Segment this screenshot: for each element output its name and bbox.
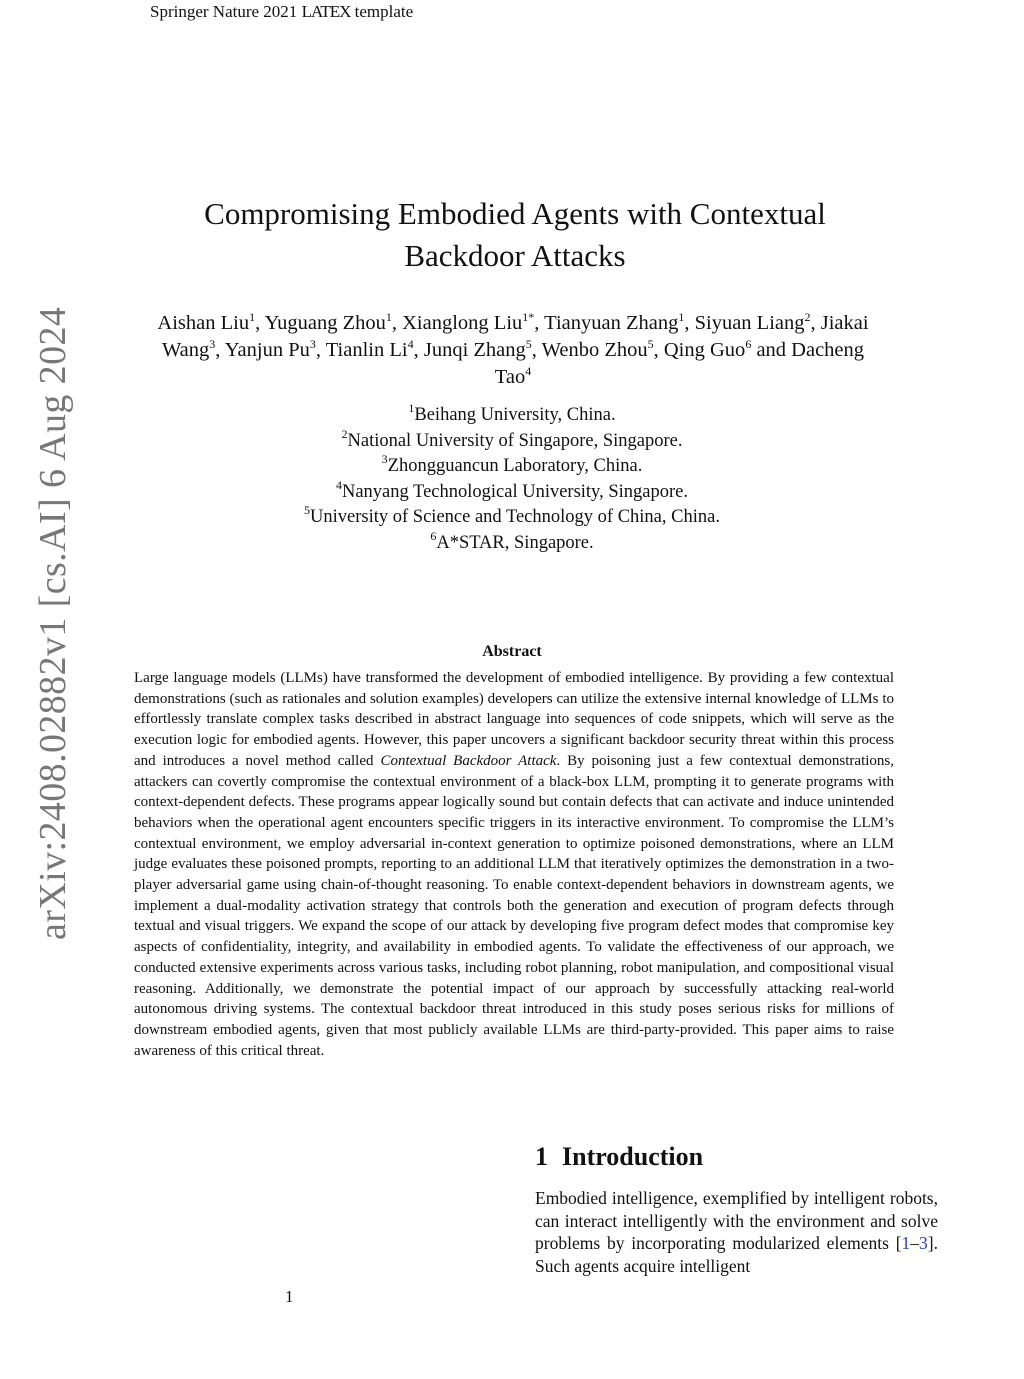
affiliation-number: 1 [408,401,415,415]
author-list: Aishan Liu$^1$, Yuguang Zhou$^1$, Xianglong Liu$^{1*}$, Tianyuan Zhang$^1$, Siyuan Liang$^2$, Jiakai Wang$^3$, Yanjun Pu$^3$, Tianlin Li$^4$, Junqi Zhang$^5$, Wenbo Zhou$^5$, Qing Guo$^6$ and Dacheng Tao$^4$ [157,310,869,388]
author-name-part: Tao [494,366,526,388]
affiliation-list [112,403,912,556]
author-affil-mark: 5 [525,337,532,351]
section-title: Introduction [562,1142,704,1171]
paper-title [100,193,930,277]
affiliation-text: Zhongguancun Laboratory, China. [387,456,643,476]
latex-logo: LATEX [301,2,351,21]
arxiv-identifier: arXiv:2408.02882v1 [cs.AI] 6 Aug 2024 [32,306,74,940]
intro-text: Embodied intelligence, exemplified by intelligent robots, can interact intelligently with the environment and solve problems by incorporating modularized elements [ [535,1188,938,1254]
author-name: Yuguang Zhou [264,312,386,334]
citation-link[interactable]: 3 [919,1233,928,1254]
author-affil-mark: 4 [525,364,532,378]
author-name-part: Dacheng [791,339,865,361]
abstract-text: . By poisoning just a few contextual demonstrations, attackers can covertly compromise the contextual environment of a black-box LLM, prompting it to generate programs with context-dependent defects. These programs appear logically sound but contain defects that can activate and induce unintended behaviors when the operational agent encounters specific triggers in its interactive environment. To compromise the LLM’s contextual environment, we employ adversarial in-context generation to optimize poisoned demonstrations, where an LLM judge evaluates these poisoned prompts, reporting to an additional LLM that iteratively optimizes the demonstration in a two-player adversarial game using chain-of-thought reasoning. To enable context-dependent behaviors in downstream agents, we implement a dual-modality activation strategy that controls both the generation and execution of program defects through textual and visual triggers. We expand the scope of our attack by developing five program defect modes that compromise key aspects of confidentiality, integrity, and availability in embodied agents. To validate the effectiveness of our approach, we conducted extensive experiments across various tasks, including robot planning, robot manipulation, and compositional visual reasoning. Additionally, we demonstrate the potential impact of our approach by successfully attacking real-world autonomous driving systems. The contextual backdoor threat introduced in this study poses serious risks for millions of downstream embodied agents, given that most publicly available LLMs are third-party-provided. This paper aims to raise awareness of this critical threat. [134,752,894,1059]
author-affil-mark: 3 [209,337,216,351]
section-number: 1 [535,1142,548,1171]
author-affil-mark: 1 [678,310,685,324]
affiliation [112,477,912,506]
author-affil-mark: 5 [647,337,654,351]
author-name: Siyuan Liang [694,312,805,334]
author-name-part: Wang [161,339,210,361]
affiliation-number: 4 [335,477,342,492]
intro-text: ]. Such agents acquire intelligent [535,1233,938,1277]
author-name: Qing Guo [663,339,746,361]
citation-separator: – [910,1233,920,1254]
affiliation-number: 6 [430,528,437,543]
method-name: Contextual Backdoor Attack [380,752,557,769]
header-prefix: Springer Nature 2021 [150,2,302,21]
running-header [150,2,413,22]
author-affil-mark: 4 [407,337,414,351]
affiliation [112,403,912,429]
author-name: Xianglong Liu [402,312,523,334]
author-name: Tianlin Li [325,339,408,361]
affiliation-number: 3 [381,452,388,466]
abstract-heading: Abstract [482,643,542,660]
affiliation-text: National University of Singapore, Singapore. [347,430,683,451]
affiliation [112,505,912,531]
affiliation-text: A*STAR, Singapore. [436,532,594,553]
author-name-part: Jiakai [820,312,869,334]
intro-paragraph [535,1187,938,1278]
author-affil-mark: 3 [309,337,316,351]
author-name: Aishan Liu [157,312,250,334]
title-line-1: Compromising Embodied Agents with Contextual [204,196,826,231]
section-heading [535,1140,703,1174]
affiliation [112,528,912,557]
header-suffix: template [350,2,414,21]
author-name: Junqi Zhang [423,339,526,361]
affiliation-text: Beihang University, China. [414,405,616,425]
author-name: Tianyuan Zhang [544,312,679,334]
abstract-text: Large language models (LLMs) have transformed the development of embodied intelligence. By providing a few contextual demonstrations (such as rationales and solution examples) developers can utilize the extensive internal knowledge of LLMs to effortlessly translate complex tasks described in abstract language into sequences of code snippets, which will serve as the execution logic for embodied agents. However, this paper uncovers a significant backdoor security threat within this process and introduces a novel method called [134,670,894,769]
affiliation [112,426,912,455]
author-affil-mark: 2 [804,310,811,324]
author-affil-mark: 1 [249,310,256,324]
author-affil-mark: 6 [745,337,752,351]
author-affil-mark: 1 [385,310,392,324]
affiliation-number: 5 [304,503,311,517]
affiliation-text: University of Science and Technology of China, China. [310,507,720,527]
abstract-body [134,668,894,1061]
author-name: Wenbo Zhou [541,339,648,361]
author-name: Yanjun Pu [224,339,310,361]
author-affil-mark: 1* [522,310,535,324]
title-line-2: Backdoor Attacks [404,238,626,273]
page-number: 1 [285,1287,294,1306]
affiliation [112,454,912,480]
citation-link[interactable]: 1 [901,1233,911,1254]
affiliation-number: 2 [341,426,348,441]
affiliation-text: Nanyang Technological University, Singapore. [341,481,688,502]
